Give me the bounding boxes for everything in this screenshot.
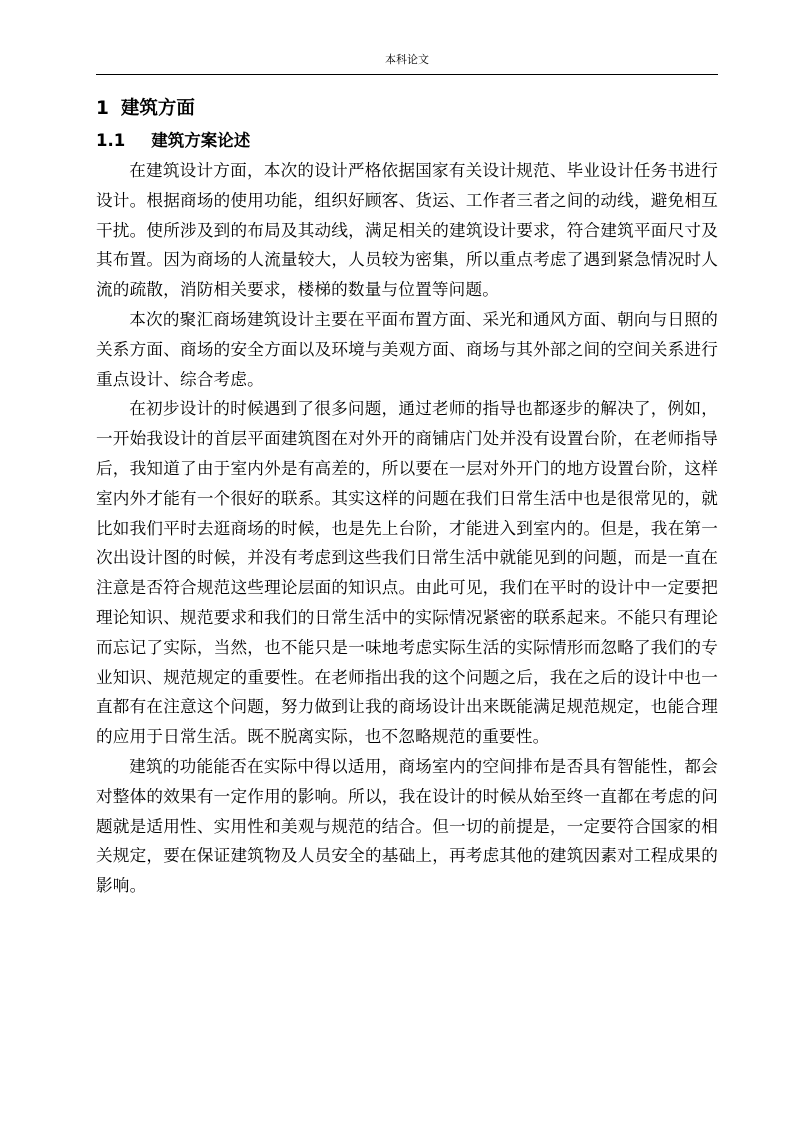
subsection-number: 1.1 bbox=[96, 131, 126, 150]
section-title: 建筑方面 bbox=[120, 98, 195, 119]
subsection-title: 建筑方案论述 bbox=[151, 131, 251, 150]
header-title: 本科论文 bbox=[385, 53, 429, 66]
section-heading bbox=[96, 92, 718, 126]
document-body bbox=[96, 92, 718, 901]
paragraph-4: 建筑的功能能否在实际中得以适用，商场室内的空间排布是否具有智能性，都会对整体的效果有一定作用的影响。所以，我在设计的时候从始至终一直都在考虑的问题就是适用性、实用性和美观与规范的结合。但一切的前提是，一定要符合国家的相关规定，要在保证建筑物及人员安全的基础上，再考虑其他的建筑因素对工程成果的影响。 bbox=[96, 756, 718, 896]
page-header bbox=[96, 50, 718, 75]
subsection-heading bbox=[96, 126, 718, 156]
paragraph-2: 本次的聚汇商场建筑设计主要在平面布置方面、采光和通风方面、朝向与日照的关系方面、商场的安全方面以及环境与美观方面、商场与其外部之间的空间关系进行重点设计、综合考虑。 bbox=[96, 309, 718, 389]
section-number: 1 bbox=[96, 98, 109, 119]
paragraph-1: 在建筑设计方面，本次的设计严格依据国家有关设计规范、毕业设计任务书进行设计。根据商场的使用功能，组织好顾客、货运、工作者三者之间的动线，避免相互干扰。使所涉及到的布局及其动线，满足相关的建筑设计要求，符合建筑平面尺寸及其布置。因为商场的人流量较大，人员较为密集，所以重点考虑了遇到紧急情况时人流的疏散，消防相关要求，楼梯的数量与位置等问题。 bbox=[96, 161, 718, 300]
paragraph-3: 在初步设计的时候遇到了很多问题，通过老师的指导也都逐步的解决了，例如，一开始我设计的首层平面建筑图在对外开的商铺店门处并没有设置台阶，在老师指导后，我知道了由于室内外是有高差的，所以要在一层对外开门的地方设置台阶，这样室内外才能有一个很好的联系。其实这样的问题在我们日常生活中也是很常见的，就比如我们平时去逛商场的时候，也是先上台阶，才能进入到室内的。但是，我在第一次出设计图的时候，并没有考虑到这些我们日常生活中就能见到的问题，而是一直在注意是否符合规范这些理论层面的知识点。由此可见，我们在平时的设计中一定要把理论知识、规范要求和我们的日常生活中的实际情况紧密的联系起来。不能只有理论而忘记了实际，当然，也不能只是一味地考虑实际生活的实际情形而忽略了我们的专业知识、规范规定的重要性。在老师指出我的这个问题之后，我在之后的设计中也一直都有在注意这个问题，努力做到让我的商场设计出来既能满足规范规定，也能合理的应用于日常生活。既不脱离实际，也不忽略规范的重要性。 bbox=[96, 399, 718, 747]
